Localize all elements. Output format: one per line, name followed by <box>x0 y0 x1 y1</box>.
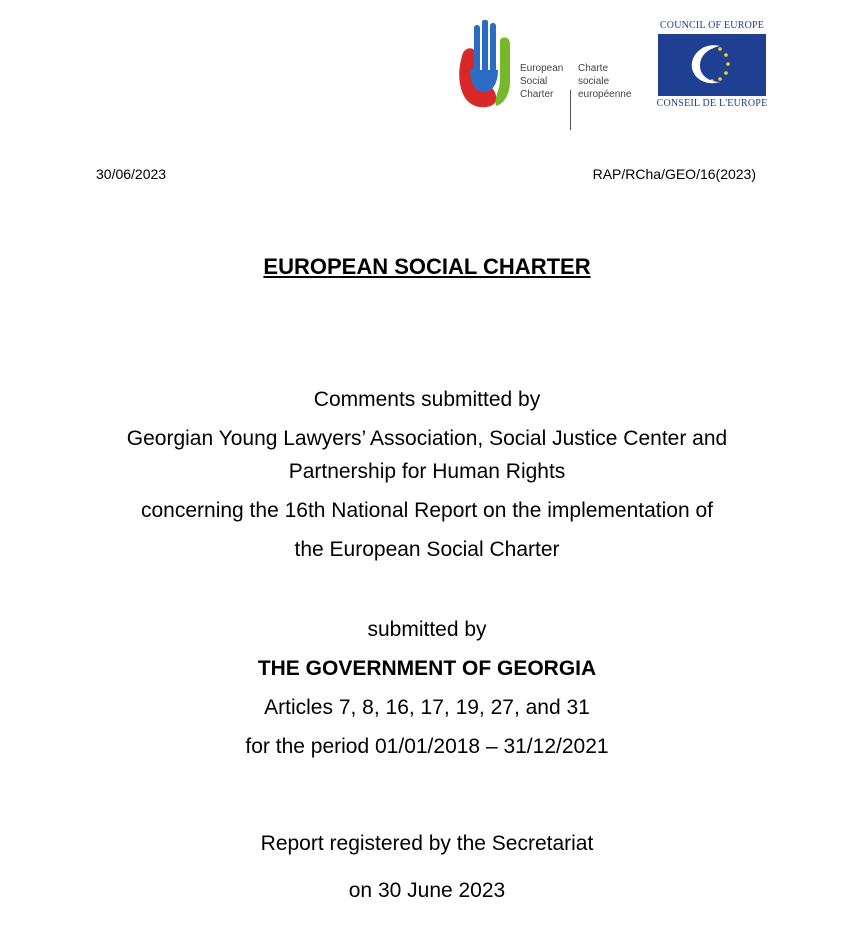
government-name: THE GOVERNMENT OF GEORGIA <box>257 657 597 680</box>
esc-english-text: European Social Charter <box>520 63 564 100</box>
comments-line-2: Georgian Young Lawyers’ Association, Social Justice Center and <box>126 427 728 450</box>
council-of-europe-logo <box>656 20 768 112</box>
period-line: for the period 01/01/2018 – 31/12/2021 <box>245 735 609 758</box>
comments-line-1: Comments submitted by <box>313 388 541 411</box>
coe-stars-icon <box>658 34 766 96</box>
coe-english-name: COUNCIL OF EUROPE <box>659 20 765 31</box>
hand-logo-icon <box>456 20 514 112</box>
document-reference: RAP/RCha/GEO/16(2023) <box>592 166 756 182</box>
registration-line-2: on 30 June 2023 <box>348 879 506 902</box>
comments-line-4: concerning the 16th National Report on the implementation of <box>140 499 714 522</box>
coe-french-name: CONSEIL DE L'EUROPE <box>656 98 768 109</box>
comments-line-3: Partnership for Human Rights <box>288 460 566 483</box>
coe-emblem <box>658 34 766 96</box>
comments-line-5: the European Social Charter <box>294 538 560 561</box>
european-social-charter-logo <box>456 20 646 114</box>
esc-french-text: Charte sociale européenne <box>578 63 632 100</box>
registration-line-1: Report registered by the Secretariat <box>260 832 594 855</box>
document-date: 30/06/2023 <box>96 166 167 182</box>
articles-line: Articles 7, 8, 16, 17, 19, 27, and 31 <box>264 696 590 719</box>
submitted-by-label: submitted by <box>367 618 487 641</box>
esc-divider <box>570 90 571 130</box>
page-title: EUROPEAN SOCIAL CHARTER <box>263 254 591 279</box>
